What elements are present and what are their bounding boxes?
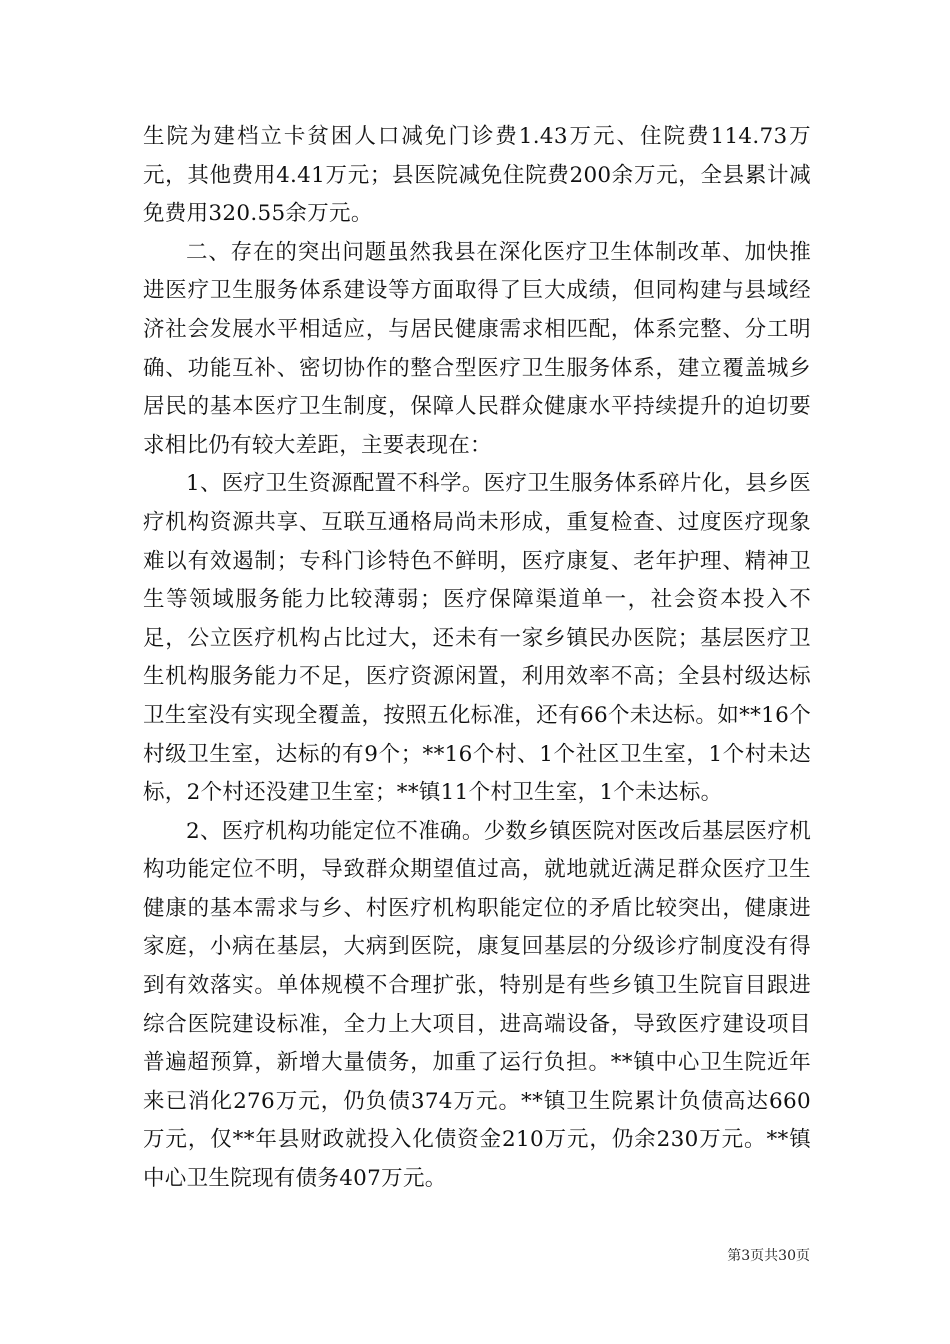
paragraph-continuation: 生院为建档立卡贫困人口减免门诊费1.43万元、住院费114.73万元，其他费用4.41万元；县医院减免住院费200余万元，全县累计减免费用320.55余万元。 bbox=[143, 124, 811, 227]
paragraph-item-one: 1、医疗卫生资源配置不科学。医疗卫生服务体系碎片化，县乡医疗机构资源共享、互联互通格局尚未形成，重复检查、过度医疗现象难以有效遏制；专科门诊特色不鲜明，医疗康复、老年护理、精神卫生等领域服务能力比较薄弱；医疗保障渠道单一，社会资本投入不足，公立医疗机构占比过大，还未有一家乡镇民办医院；基层医疗卫生机构服务能力不足，医疗资源闲置，利用效率不高；全县村级达标卫生室没有实现全覆盖，按照五化标准，还有66个未达标。如**16个村级卫生室，达标的有9个；**16个村、1个社区卫生室，1个村未达标，2个村还没建卫生室；**镇11个村卫生室，1个未达标。 bbox=[143, 471, 811, 806]
paragraph-item-two: 2、医疗机构功能定位不准确。少数乡镇医院对医改后基层医疗机构功能定位不明，导致群众期望值过高，就地就近满足群众医疗卫生健康的基本需求与乡、村医疗机构职能定位的矛盾比较突出，健康进家庭，小病在基层，大病到医院，康复回基层的分级诊疗制度没有得到有效落实。单体规模不合理扩张，特别是有些乡镇卫生院盲目跟进综合医院建设标准，全力上大项目，进高端设备，导致医疗建设项目普遍超预算，新增大量债务，加重了运行负担。**镇中心卫生院近年来已消化276万元，仍负债374万元。**镇卫生院累计负债高达660万元，仅**年县财政就投入化债资金210万元，仍余230万元。**镇中心卫生院现有债务407万元。 bbox=[143, 818, 811, 1192]
page-number: 第3页共30页 bbox=[727, 1248, 810, 1264]
body-text bbox=[143, 118, 811, 1199]
paragraph-section-two: 二、存在的突出问题虽然我县在深化医疗卫生体制改革、加快推进医疗卫生服务体系建设等方面取得了巨大成绩，但同构建与县域经济社会发展水平相适应，与居民健康需求相匹配，体系完整、分工明确、功能互补、密切协作的整合型医疗卫生服务体系，建立覆盖城乡居民的基本医疗卫生制度，保障人民群众健康水平持续提升的迫切要求相比仍有较大差距，主要表现在： bbox=[143, 239, 811, 458]
